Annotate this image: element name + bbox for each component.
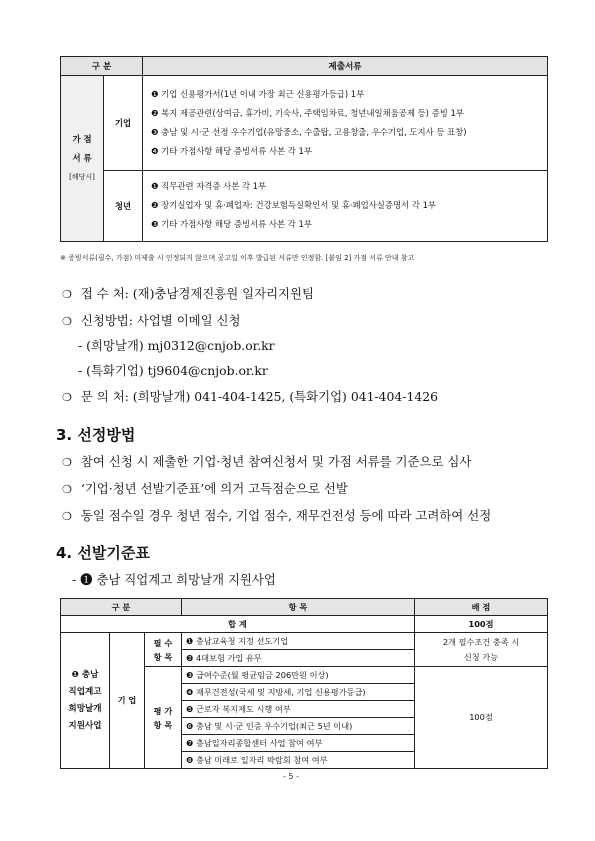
line-text: 참여 신청 시 제출한 기업·청년 참여신청서 및 가점 서류를 기준으로 심사 (80, 454, 472, 469)
program-line: 희망날개 (68, 703, 102, 714)
bullet-icon: ❍ (62, 391, 72, 404)
section-4-heading: 4. 선발기준표 (56, 544, 150, 562)
line-text: ‘기업·청년 선발기준표’에 의거 고득점순으로 선발 (80, 481, 348, 496)
eval-item: ❹ 재무건전성(국세 및 지방세, 기업 신용평가등급) (182, 684, 415, 701)
section-4-subheading: - ❶ 충남 직업계고 희망날개 지원사업 (72, 572, 276, 587)
bonus-docs-label (61, 76, 104, 242)
list-item: ❸ 기타 가점사항 해당 증빙서류 사본 각 1부 (151, 219, 312, 230)
total-label: 합 계 (61, 616, 415, 633)
section-3-line (62, 479, 348, 497)
required-label (145, 633, 182, 667)
bullet-icon: ❍ (62, 456, 72, 469)
method-line (62, 311, 241, 329)
contact-text: 문 의 처: (희망날개) 041-404-1425, (특화기업) 041-404-1426 (80, 389, 439, 404)
receiver-line (62, 284, 314, 302)
bullet-icon: ❍ (62, 483, 72, 496)
required-line: 항 목 (153, 651, 173, 662)
list-item: ❸ 충남 및 시·군 선정 우수기업(유망중소, 수출탑, 고용창출, 우수기업, 도지사 등 표창) (151, 127, 467, 137)
list-item: ❷ 장기실업자 및 휴·폐업자: 건강보험득실확인서 및 휴·폐업사실증명서 각 1부 (151, 200, 436, 211)
receiver-text: 접 수 처: (재)충남경제진흥원 일자리지원팀 (80, 286, 314, 301)
h-score: 배 점 (415, 599, 548, 616)
note-line: 신청 가능 (463, 651, 499, 662)
eval-label (145, 667, 182, 769)
company-docs-list (143, 76, 548, 171)
table-note: ※ 증빙서류(필수, 가점) 미제출 시 인정되지 않으며 공고일 이후 발급된 서류만 인정함. [붙임 2] 가점 서류 안내 참고 (60, 254, 415, 262)
section-3-heading: 3. 선정방법 (56, 426, 136, 444)
required-note (415, 633, 548, 667)
bonus-label-line3: [해당시] (69, 172, 95, 181)
bullet-icon: ❍ (62, 510, 72, 523)
bullet-icon: ❍ (62, 288, 72, 301)
eval-score: 100점 (415, 667, 548, 769)
total-score: 100점 (415, 616, 548, 633)
eval-item: ❸ 급여수준(월 평균임금 206만원 이상) (182, 667, 415, 684)
program-line: ❶ 충남 (71, 669, 99, 680)
bonus-label-line1: 가 점 (72, 133, 92, 144)
category-company: 기업 (104, 76, 143, 171)
email-special: - (특화기업) tj9604@cnjob.or.kr (78, 363, 268, 378)
eval-item: ❽ 충남 미래로 일자리 박람회 참여 여부 (182, 752, 415, 769)
method-text: 신청방법: 사업별 이메일 신청 (80, 313, 241, 328)
h-gubun: 구 분 (61, 599, 182, 616)
required-item: ❷ 4대보험 가입 유무 (182, 650, 415, 667)
page-number: - 5 - (283, 772, 299, 781)
program-line: 직업계고 (68, 686, 102, 697)
list-item: ❶ 직무관련 자격증 사본 각 1부 (151, 181, 267, 191)
header-gubun: 구 분 (61, 57, 143, 76)
required-line: 필 수 (153, 637, 173, 648)
category-youth: 청년 (104, 171, 143, 242)
contact-line (62, 387, 438, 405)
bullet-icon: ❍ (62, 315, 72, 328)
eval-line: 항 목 (153, 719, 173, 730)
section-3-line (62, 506, 491, 524)
required-item: ❶ 충남교육청 지정 선도기업 (182, 633, 415, 650)
list-item: ❷ 복지 제공관련(상여금, 휴가비, 기숙사, 주택임차료, 청년내일채움공제 등) 증빙 1부 (151, 107, 464, 118)
email-hope: - (희망날개) mj0312@cnjob.or.kr (78, 338, 275, 353)
youth-docs-list (143, 171, 548, 242)
section-3-line (62, 452, 471, 470)
eval-item: ❻ 충남 및 시·군 인증 우수기업(최근 5년 이내) (182, 718, 415, 735)
list-item: ❹ 기타 가점사항 해당 증빙서류 사본 각 1부 (151, 146, 312, 157)
documents-table (60, 56, 548, 242)
eval-line: 평 가 (153, 705, 173, 716)
company-label: 기 업 (110, 633, 145, 769)
selection-criteria-table (60, 598, 548, 769)
list-item: ❶ 기업 신용평가서(1년 이내 가장 최근 신용평가등급) 1부 (151, 88, 365, 99)
eval-item: ❺ 근로자 복지제도 시행 여부 (182, 701, 415, 718)
line-text: 동일 점수일 경우 청년 점수, 기업 점수, 재무건전성 등에 따라 고려하여 선정 (80, 508, 492, 523)
program-label (61, 633, 110, 769)
program-line: 지원사업 (68, 720, 102, 731)
h-item: 항 목 (182, 599, 415, 616)
bonus-label-line2: 서 류 (72, 152, 92, 163)
eval-item: ❼ 충남일자리종합센터 사업 참여 여부 (182, 735, 415, 752)
header-documents: 제출서류 (143, 57, 548, 76)
note-line: 2개 필수조건 충족 시 (442, 636, 520, 647)
